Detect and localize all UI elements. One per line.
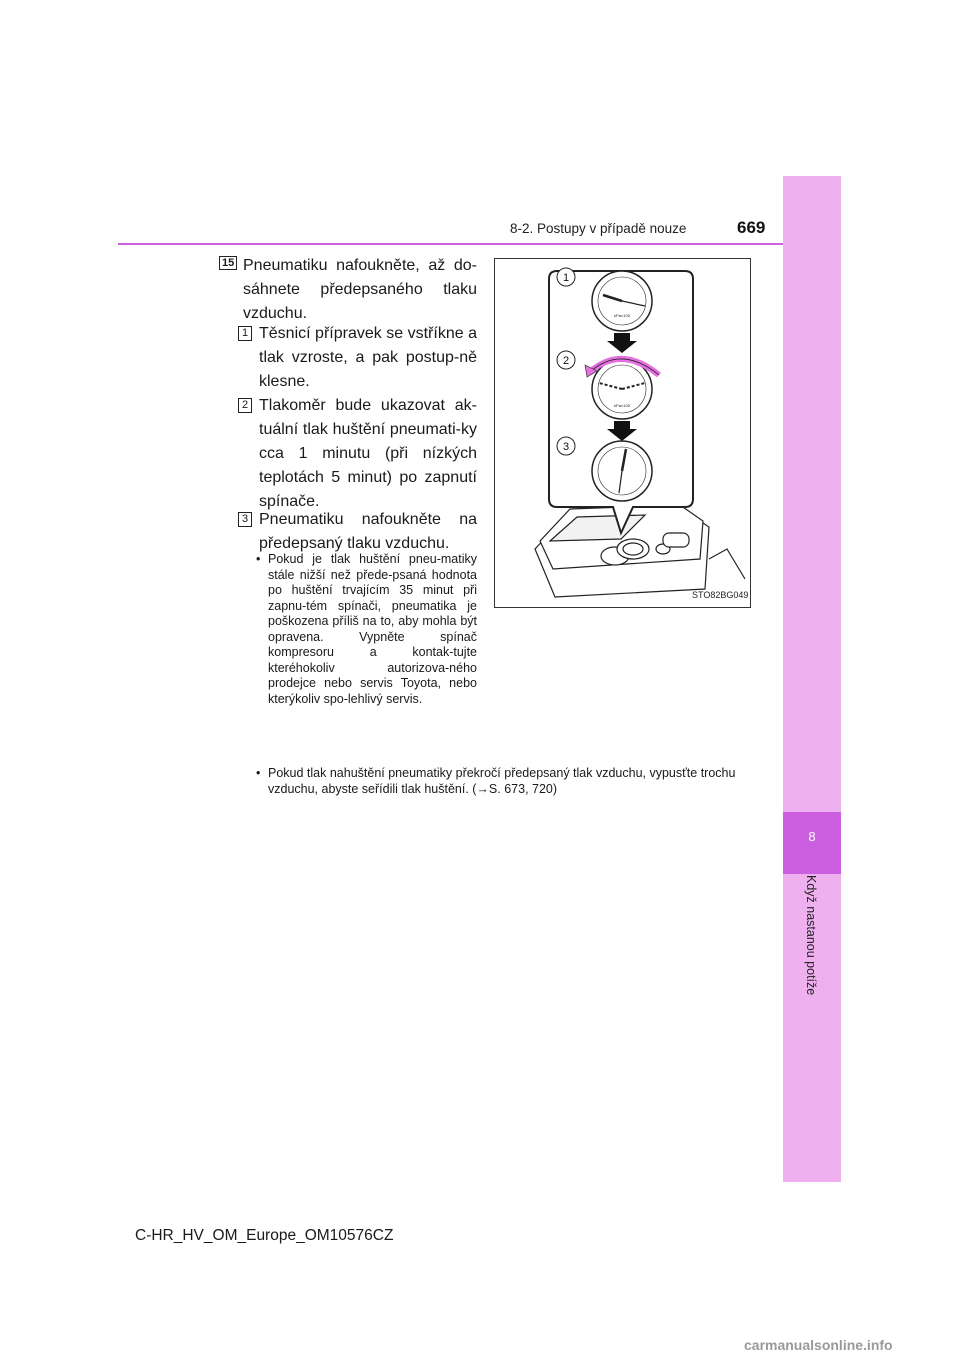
document-footer: C-HR_HV_OM_Europe_OM10576CZ — [135, 1227, 394, 1244]
gauge-icon — [592, 271, 652, 331]
substep-text: Tlakoměr bude ukazovat ak-tuální tlak huštění pneumati-ky cca 1 minutu (při nízkých teplotách 5 minut) po zapnutí spínače. — [259, 397, 477, 510]
substep-text: Těsnicí přípravek se vstříkne a tlak vzroste, a pak postup-ně klesne. — [259, 325, 477, 390]
substep-number: 1 — [238, 326, 252, 341]
substep-number: 2 — [238, 398, 252, 413]
gauge-icon — [592, 359, 652, 419]
callout-2: 2 — [562, 355, 570, 367]
section-title: 8-2. Postupy v případě nouze — [510, 221, 687, 236]
bullet-dot: • — [256, 766, 261, 780]
step-text: Pneumatiku nafoukněte, až do-sáhnete předepsaného tlaku vzduchu. — [243, 257, 477, 322]
chapter-number: 8 — [808, 829, 816, 844]
figure-frame — [494, 258, 751, 608]
page-number: 669 — [737, 218, 766, 237]
callout-3: 3 — [562, 441, 570, 453]
step-number-badge: 15 — [219, 256, 237, 270]
note-bullet — [256, 766, 758, 797]
bullet-dot: • — [256, 552, 261, 566]
repair-kit-box — [535, 505, 745, 597]
callout-1: 1 — [562, 272, 570, 284]
note-text: Pokud je tlak huštění pneu-matiky stále nižší než přede-psaná hodnota po huštění trvajícím 35 minut při zapnu-tém spínači, pneumatika je poškozena příliš na to, aby mohla být opravena. Vypněte spínač kompresoru a kontak-tujte kteréhokoliv autorizova-ného prodejce nebo servis Toyota, nebo kterýkoliv spo-lehlivý servis. — [268, 552, 477, 706]
chapter-tab — [783, 176, 841, 1182]
header-divider — [118, 243, 783, 245]
figure-code: STO82BG049 — [692, 590, 749, 600]
chapter-title: Když nastanou potíže — [804, 875, 818, 996]
note-text: Pokud tlak nahuštění pneumatiky překročí předepsaný tlak vzduchu, vypusťte trochu vzduchu, abyste seřídili tlak huštění. (→S. 673, 720) — [268, 766, 736, 796]
note-bullet — [256, 552, 477, 707]
substep-text: Pneumatiku nafoukněte na předepsaný tlaku vzduchu. — [259, 511, 477, 552]
substep-number: 3 — [238, 512, 252, 527]
watermark: carmanualsonline.info — [744, 1337, 893, 1353]
gauge-icon — [592, 441, 652, 501]
gauge-unit: kPa×100 — [614, 313, 630, 318]
gauge-unit: kPa×100 — [614, 403, 630, 408]
compressor-illustration — [495, 259, 750, 607]
